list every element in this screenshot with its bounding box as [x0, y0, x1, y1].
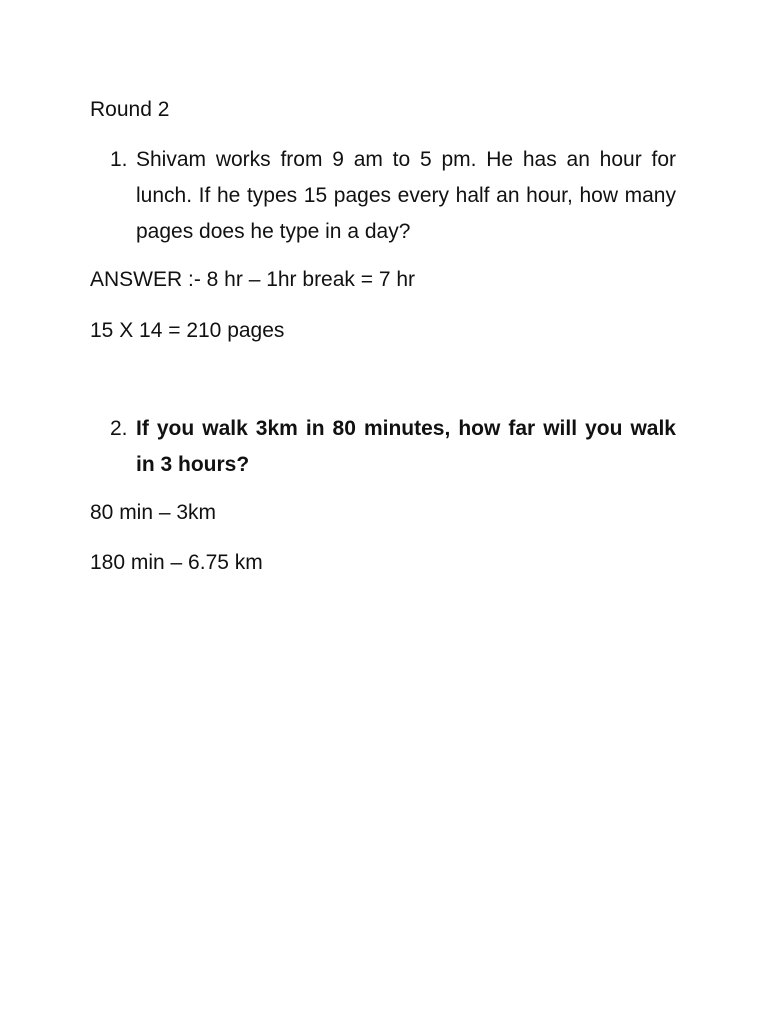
- question-1-answer-line-1: ANSWER :- 8 hr – 1hr break = 7 hr: [90, 268, 416, 291]
- question-2-answer-line-1: 80 min – 3km: [90, 501, 217, 524]
- question-2-number: 2.: [110, 417, 128, 440]
- question-1-number: 1.: [110, 148, 128, 171]
- question-1-text: Shivam works from 9 am to 5 pm. He has an hour for lunch. If he types 15 pages every half an hour, how many pages does he type in a day?: [136, 148, 676, 243]
- question-2-text: If you walk 3km in 80 minutes, how far will you walk in 3 hours?: [136, 417, 676, 476]
- question-1: [110, 142, 676, 250]
- question-1-answer-line-2: 15 X 14 = 210 pages: [90, 319, 285, 342]
- question-2-answer-line-2: 180 min – 6.75 km: [90, 551, 263, 574]
- round-heading: Round 2: [90, 98, 170, 121]
- question-2: [110, 411, 676, 483]
